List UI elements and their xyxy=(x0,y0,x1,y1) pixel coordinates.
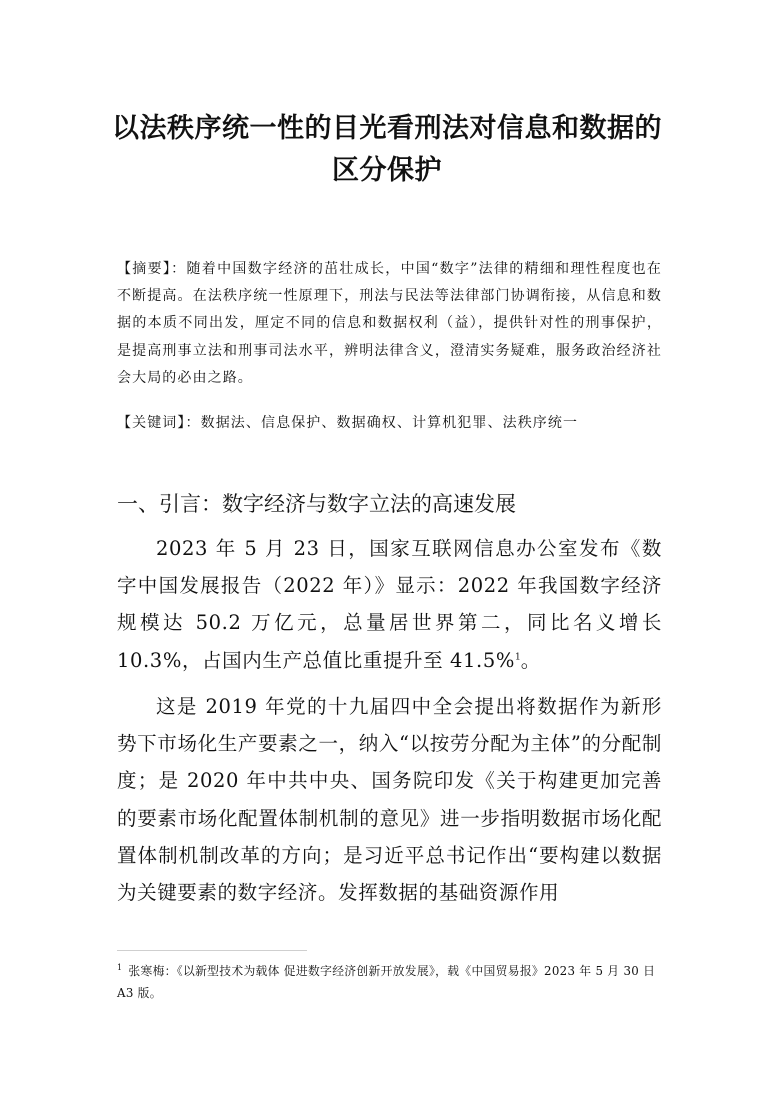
section-heading: 一、引言：数字经济与数字立法的高速发展 xyxy=(117,492,516,516)
footnote-text: 张寒梅：《以新型技术为载体 促进数字经济创新开放发展》，载《中国贸易报》2023 年 5 月 30 日 A3 版。 xyxy=(117,964,656,1000)
abstract-label: 【摘要】： xyxy=(117,261,187,277)
abstract-block xyxy=(117,256,662,392)
body-paragraph-2: 这是 2019 年党的十九届四中全会提出将数据作为新形势下市场化生产要素之一，纳入“以按劳分配为主体”的分配制度；是 2020 年中共中央、国务院印发《关于构建更加完善的要素市场化配置体制机制的意见》进一步指明数据市场化配置体制机制改革的方向；是习近平总书记作出“要构建以数据为关键要素的数字经济。发挥数据的基础资源作用 xyxy=(117,695,662,905)
keywords-label: 【关键词】： xyxy=(117,415,201,431)
paragraph-end: 。 xyxy=(520,648,541,672)
footnote-reference[interactable]: 1 xyxy=(515,652,521,663)
body-paragraph-1 xyxy=(117,530,662,679)
document-title: 以法秩序统一性的目光看刑法对信息和数据的区分保护 xyxy=(112,113,662,186)
keywords-block xyxy=(117,410,662,437)
footnote-mark: 1 xyxy=(117,963,123,973)
keywords-text: 数据法、信息保护、数据确权、计算机犯罪、法秩序统一 xyxy=(200,415,579,431)
footnote-divider xyxy=(117,950,307,951)
abstract-text: 随着中国数字经济的茁壮成长，中国“数字”法律的精细和理性程度也在不断提高。在法秩序统一性原理下，刑法与民法等法律部门协调衔接，从信息和数据的本质不同出发，厘定不同的信息和数据权利（益），提供针对性的刑事保护，是提高刑事立法和刑事司法水平，辨明法律含义，澄清实务疑难，服务政治经济社会大局的必由之路。 xyxy=(117,261,663,386)
paragraph-text: 2023 年 5 月 23 日，国家互联网信息办公室发布《数字中国发展报告（2022 年）》显示：2022 年我国数字经济规模达 50.2 万亿元，总量居世界第二，同比名义增长 10.3%，占国内生产总值比重提升至 41.5% xyxy=(117,537,662,672)
footnote xyxy=(117,960,662,1004)
